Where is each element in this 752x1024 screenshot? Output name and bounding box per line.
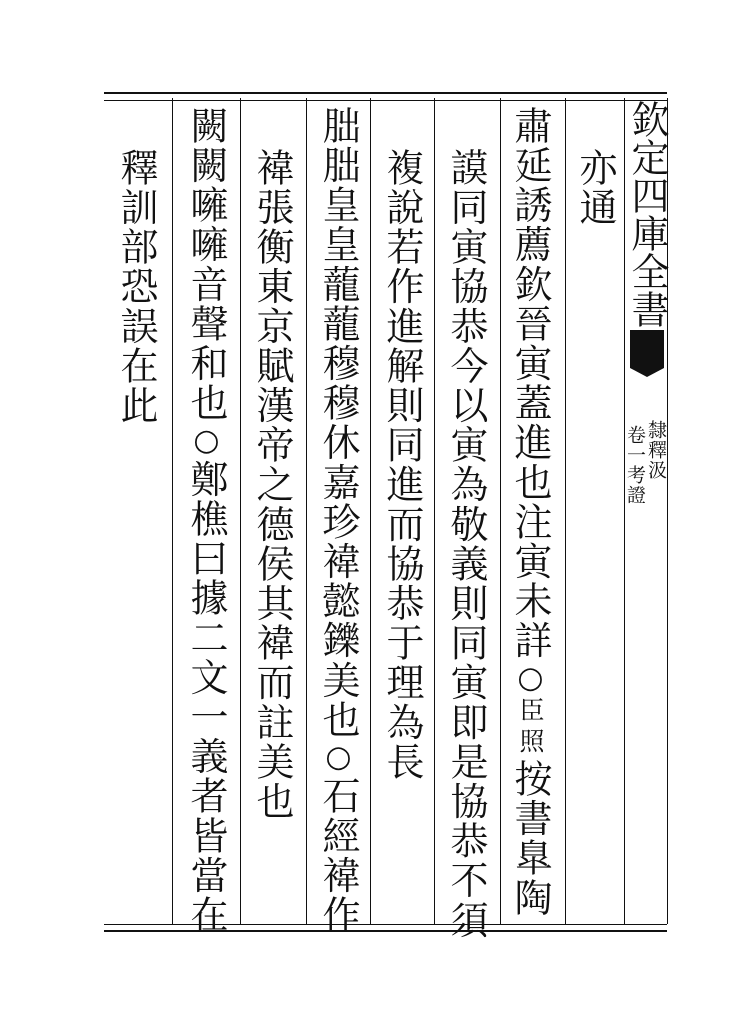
column-text: 闕闕噰噰音聲和也	[184, 106, 228, 423]
text-column-3	[446, 148, 486, 940]
column-rule	[370, 98, 371, 924]
volume-title: 隸釋汲	[645, 420, 667, 480]
column-rule	[434, 98, 435, 924]
annotator-note: 臣照	[516, 697, 545, 760]
column-text-tail: 鄭樵曰據二文一義者皆當在	[184, 459, 228, 935]
top-border	[104, 92, 667, 101]
column-text: 複說若作進解則同進而協恭于理為長	[380, 148, 424, 782]
column-rule	[240, 98, 241, 924]
text-column-4	[382, 148, 422, 782]
text-column-5	[318, 106, 358, 935]
text-column-8	[116, 148, 156, 425]
fishtail-mark	[630, 330, 664, 368]
section-circle-mark: ○	[189, 422, 224, 460]
section-circle-mark: ○	[321, 739, 356, 777]
column-text: 謨同寅協恭今以寅為敬義則同寅即是協恭不須	[444, 148, 488, 940]
chapter-label: 卷一考證	[624, 425, 646, 505]
column-text: 朏朏皇皇蘢蘢穆穆休嘉珍褘懿鑠美也	[316, 106, 360, 740]
book-title: 欽定四庫全書	[625, 100, 669, 328]
text-column-7	[186, 106, 226, 935]
text-column-6	[252, 148, 292, 821]
column-rule	[172, 98, 173, 924]
column-rule	[500, 98, 501, 924]
column-rule	[306, 98, 307, 924]
column-text: 肅延誘薦欽晉寅蓋進也注寅未詳	[508, 106, 552, 661]
column-text: 釋訓部恐誤在此	[114, 148, 158, 426]
column-text-tail: 按書臯陶	[508, 759, 552, 918]
column-rule	[565, 98, 566, 924]
text-column-2	[510, 106, 550, 917]
column-text-tail: 石經褘作	[316, 776, 360, 935]
section-circle-mark: ○	[513, 660, 548, 698]
column-text: 褘張衡東京賦漢帝之德侯其褘而註美也	[250, 148, 294, 822]
column-text: 亦通	[573, 148, 617, 228]
text-column-1	[575, 148, 615, 227]
